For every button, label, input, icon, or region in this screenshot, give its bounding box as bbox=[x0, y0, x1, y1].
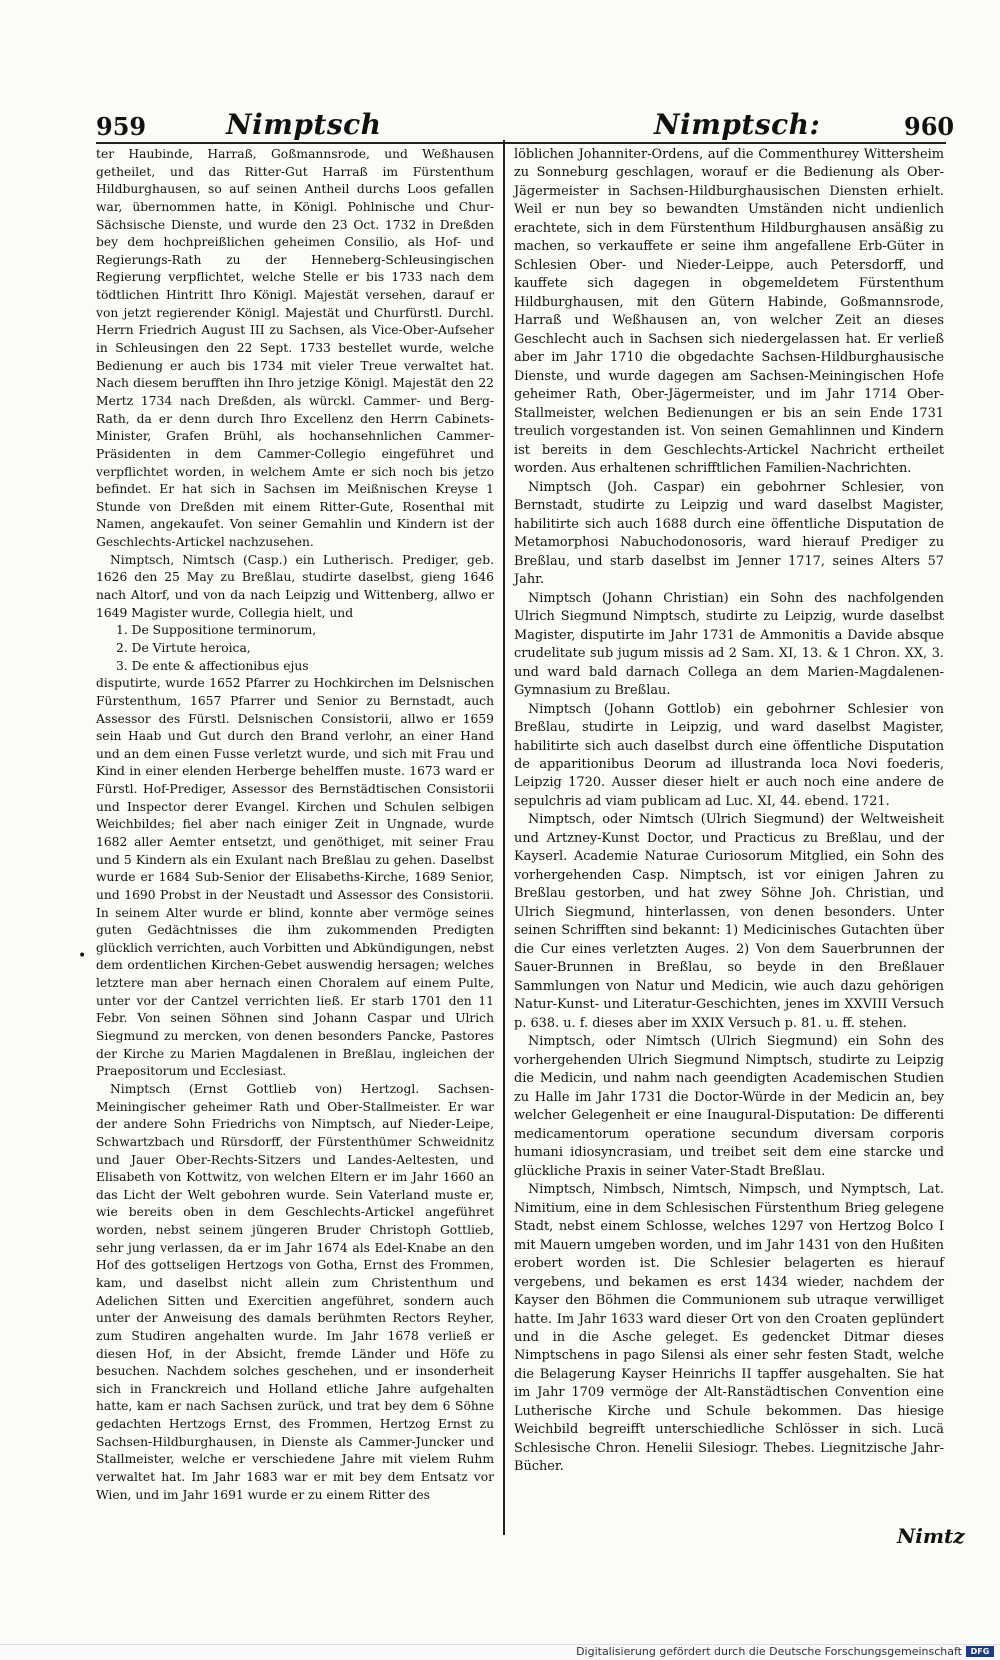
paragraph: Nimptsch, Nimtsch (Casp.) ein Lutherisch. Prediger, geb. 1626 den 25 May zu Breßlau, studirte daselbst, gieng 1646 nach Altorf, und von da nach Leipzig und Wittenberg, allwo er 1649 Magister wurde, Collegia hielt, und bbox=[96, 552, 494, 620]
paragraph: Nimptsch (Joh. Caspar) ein gebohrner Schlesier, von Bernstadt, studirte zu Leipzig und ward daselbst Magister, habilitirte sich auch 1688 durch eine öffentliche Disputation de Metamorphosi Nabuchodonosoris, ward hierauf Prediger zu Breßlau, und starb daselbst im Jenner 1717, seines Alters 57 Jahr. bbox=[514, 479, 944, 588]
margin-mark-icon: • bbox=[78, 948, 87, 964]
paragraph: Nimptsch, oder Nimtsch (Ulrich Siegmund) der Weltweisheit und Artzney-Kunst Doctor, und Practicus zu Breßlau, und der Kayserl. Academie Naturae Curiosorum Mitglied, ein Sohn des vorhergehenden Casp. Nimptsch, ist vor einigen Jahren zu Breßlau gestorben, und hat zwey Söhne Joh. Christian, und Ulrich Siegmund, hinterlassen, von denen besonders. Unter seinen Schrifften sind bekannt: 1) Medicinisches Gutachten über die Cur eines verletzten Auges. 2) Von dem Sauerbrunnen der Sauer-Brunnen in Breßlau, so beyde in den Breßlauer Sammlungen von Natur und Medicin, wie auch dazu gehörigen Natur-Kunst- und Literatur-Geschichten, jenes im XXVIII Versuch p. 638. u. f. dieses aber im XXIX Versuch p. 81. u. ff. stehen. bbox=[514, 812, 944, 1031]
header-rule bbox=[96, 142, 946, 144]
paragraph: Nimptsch, Nimbsch, Nimtsch, Nimpsch, und Nymptsch, Lat. Nimitium, eine in dem Schlesischen Fürstenthum Brieg gelegene Stadt, nebst einem Schlosse, welches 1297 von Hertzog Bolco I mit Mauern umgeben worden, und im Jahr 1431 von den Hußiten erobert worden ist. Die Schlesier belagerten es hierauf vergebens, und bekamen es erst 1434 wieder, nachdem der Kayser den Böhmen die Communionem sub utraque verwilliget hatte. Im Jahr 1633 ward dieser Ort von den Croaten geplündert und in die Asche geleget. Es gedencket Ditmar dieses Nimptschens in pago Silensi als einer sehr festen Stadt, welche die Belagerung Kayser Heinrichs II tapffer ausgehalten. Sie hat im Jahr 1709 vermöge der Alt-Ranstädtischen Convention eine Lutherische Kirche und Schule bekommen. Das hiesige Weichbild begreifft unterschiedliche Schlösser in sich. Lucä Schlesische Chron. Henelii Silesiogr. Thebes. Liegnitzische Jahr-Bücher. bbox=[514, 1182, 944, 1475]
page-number-right: 960 bbox=[904, 112, 955, 141]
dfg-logo: DFG bbox=[966, 1646, 994, 1657]
list-item: 2. De Virtute heroica, bbox=[116, 640, 251, 655]
list-item: 3. De ente & affectionibus ejus bbox=[116, 658, 309, 673]
paragraph: Nimptsch (Johann Gottlob) ein gebohrner Schlesier von Breßlau, studirte in Leipzig, und ward daselbst Magister, habilitirte sich auch daselbst durch eine öffentliche Disputation de apparitionibus Deorum ad illustranda loca Novi foederis, Leipzig 1720. Ausser dieser hielt er auch noch eine andere de sepulchris ad viam publicam ad Luc. XI, 44. ebend. 1721. bbox=[514, 701, 944, 809]
paragraph: Nimptsch (Johann Christian) ein Sohn des nachfolgenden Ulrich Siegmund Nimptsch, studirte zu Leipzig, wurde daselbst Magister, disputirte im Jahr 1731 de Ammonitis a Davide absque crudelitate sub jugum missis ad 2 Sam. XI, 13. & 1 Chron. XX, 3. und ward bald darnach Collega an dem Marien-Magdalenen-Gymnasium zu Breßlau. bbox=[514, 590, 944, 699]
page-number-left: 959 bbox=[96, 112, 147, 141]
running-title-right: Nimptsch: bbox=[654, 108, 821, 141]
paragraph: löblichen Johanniter-Ordens, auf die Commenthurey Wittersheim zu Sonneburg geschlagen, worauf er die Bedienung als Ober-Jägermeister in Sachsen-Hildburghausischen Diensten erhielt. Weil er nun bey so bewandten Umständen nicht undienlich erachtete, sich in dem Fürstenthum Hildburghausen ansäßig zu machen, so verkauffete er seine ihm angefallene Erb-Güter in Schlesien Ober- und Nieder-Leippe, auch Petersdorff, und kauffete sich dagegen in obgemeldetem Fürstenthum Hildburghausen, mit den Gütern Habinde, Goßmannsrode, Harraß und Weßhausen an, von welcher Zeit an dieses Geschlecht auch in Sachsen sich niedergelassen hat. Er verließ aber im Jahr 1710 die obgedachte Sachsen-Hildburghausische Dienste, und wurde dagegen am Sachsen-Meiningischen Hofe geheimer Rath, Ober-Jägermeister, und im Jahr 1714 Ober-Stallmeister, welchen Bedienungen er bis an sein Ende 1731 treulich vorgestanden ist. Von seinen Gemahlinnen und Kindern ist bereits in dem Geschlechts-Artickel Nachricht ertheilet worden. Aus erhaltenen schrifftlichen Familien-Nachrichten. bbox=[514, 147, 944, 477]
right-column bbox=[514, 146, 944, 1477]
paragraph: Nimptsch (Ernst Gottlieb von) Hertzogl. Sachsen-Meiningischer geheimer Rath und Ober-Stallmeister. Er war der andere Sohn Friedrichs von Nimptsch, auf Nieder-Leipe, Schwartzbach und Rürsdorff, der Fürstenthümer Schweidnitz und Jauer Ober-Rechts-Sitzers und Landes-Aeltesten, und Elisabeth von Kottwitz, von welchen Eltern er im Jahr 1660 an das Licht der Welt gebohren wurde. Sein Vaterland muste er, wie bereits oben in dem Geschlechts-Artickel angeführet worden, nebst seinem jüngeren Bruder Christoph Gottlieb, sehr jung verlassen, da er im Jahr 1674 als Edel-Knabe an den Hof des gottseligen Hertzogs von Gotha, Ernst des Frommen, kam, und daselbst nicht allein zum Christenthum und Adelichen Sitten und Exercitien angeführet, sondern auch unter der Anweisung des damals berühmten Rectors Reyher, zum Studiren angehalten wurde. Im Jahr 1678 verließ er diesen Hof, in der Absicht, fremde Länder und Höfe zu besuchen. Nachdem solches geschehen, und er insonderheit sich in Franckreich und Holland etliche Jahre aufgehalten hatte, kam er nach Sachsen zurück, und trat bey dem 6 Söhne gedachten Hertzogs Ernst, des Frommen, Hertzog Ernst zu Sachsen-Hildburghausen, in Dienste als Cammer-Juncker und Stallmeister, welche er verschiedene Jahre mit vielem Ruhm verwaltet hat. Im Jahr 1683 war er mit bey dem Entsatz vor Wien, und im Jahr 1691 wurde er zu einem Ritter des bbox=[96, 1081, 494, 1502]
paragraph: disputirte, wurde 1652 Pfarrer zu Hochkirchen im Delsnischen Fürstenthum, 1657 Pfarrer und Senior zu Bernstadt, auch Assessor des Fürstl. Delsnischen Consistorii, allwo er 1659 sein Haab und Gut durch den Brand verlohr, an einer Hand und an dem einen Fusse verletzt wurde, und sich mit Frau und Kind in einer elenden Herberge behelffen muste. 1673 ward er Fürstl. Hof-Prediger, Assessor des Bernstädtischen Consistorii und Inspector derer Evangel. Kirchen und Schulen selbigen Weichbildes; fiel aber nach einiger Zeit in Ungnade, wurde 1682 aller Aemter entsetzt, und genöthiget, mit seiner Frau und 5 Kindern als ein Exulant nach Breßlau zu gehen. Daselbst wurde er 1684 Sub-Senior der Elisabeths-Kirche, 1689 Senior, und 1690 Probst in der Neustadt und Assessor des Consistorii. In seinem Alter wurde er blind, konnte aber vermöge seines guten Gedächtnisses die ihm zukommenden Predigten glücklich verrichten, auch Vorbitten und Abkündigungen, nebst dem ordentlichen Kirchen-Gebet auswendig hersagen; welches letztere man aber hernach einen Choralem auf einem Pulte, unter vor der Cantzel verrichten ließ. Er starb 1701 den 11 Febr. Von seinen Söhnen sind Johann Caspar und Ulrich Siegmund zu mercken, von denen besonders Pancke, Pastores der Kirche zu Marien Magdalenen in Breßlau, ingleichen der Praepositorum und Ecclesiast. bbox=[96, 676, 494, 1079]
paragraph: Nimptsch, oder Nimtsch (Ulrich Siegmund) ein Sohn des vorhergehenden Ulrich Siegmund Nimptsch, studirte zu Leipzig die Medicin, und nahm nach geendigten Academischen Studien zu Halle im Jahr 1731 die Doctor-Würde in der Medicin an, bey welcher Gelegenheit er eine Inaugural-Disputation: De differenti medicamentorum operatione secundum diversam corporis humani idiosyncrasiam, und treibet seit dem eine starcke und glückliche Praxis in seiner Vater-Stadt Breßlau. bbox=[514, 1034, 944, 1179]
catchword: Nimtz bbox=[897, 1524, 965, 1548]
footer-credit: Digitalisierung gefördert durch die Deutsche Forschungsgemeinschaft bbox=[576, 1645, 962, 1658]
paragraph: ter Haubinde, Harraß, Goßmannsrode, und Weßhausen getheilet, und das Ritter-Gut Harraß im Fürstenthum Hildburghausen, so auf seinen Antheil durchs Loos gefallen war, übernommen hatte, in Königl. Pohlnische und Chur-Sächsische Dienste, und wurde den 23 Oct. 1732 in Dreßden bey dem hochpreißlichen geheimen Consilio, als Hof- und Regierungs-Rath zu der Henneberg-Schleusingischen Regierung verpflichtet, welche Stelle er bis 1733 nach dem tödtlichen Hintritt Ihro Königl. Majestät versehen, darauf er von jetzt regierender Königl. Majestät und Churfürstl. Durchl. Herrn Friedrich August III zu Sachsen, als Vice-Ober-Aufseher in Schleusingen den 22 Sept. 1733 bestellet wurde, welche Bedienung er auch bis 1734 mit vieler Treue verwaltet hat. Nach diesem berufften ihn Ihro jetzige Königl. Majestät den 22 Mertz 1734 nach Dreßden, als würckl. Cammer- und Berg-Rath, da er denn durch Ihro Excellenz den Herrn Cabinets-Minister, Grafen Brühl, als hochansehnlichen Cammer-Präsidenten in dem Cammer-Collegio eingeführet und verpflichtet worden, in welchem Amte er sich noch bis jetzo befindet. Er hat sich in Sachsen im Meißnischen Kreyse 1 Stunde von Dreßden mit einem Ritter-Gute, Rosenthal mit Namen, angekaufet. Von seiner Gemahlin und Kindern ist der Geschlechts-Artickel nachzusehen. bbox=[96, 147, 494, 550]
list-item: 1. De Suppositione terminorum, bbox=[116, 623, 317, 638]
running-title-left: Nimptsch bbox=[226, 108, 382, 141]
column-divider bbox=[503, 140, 505, 1535]
left-column bbox=[96, 146, 494, 1504]
